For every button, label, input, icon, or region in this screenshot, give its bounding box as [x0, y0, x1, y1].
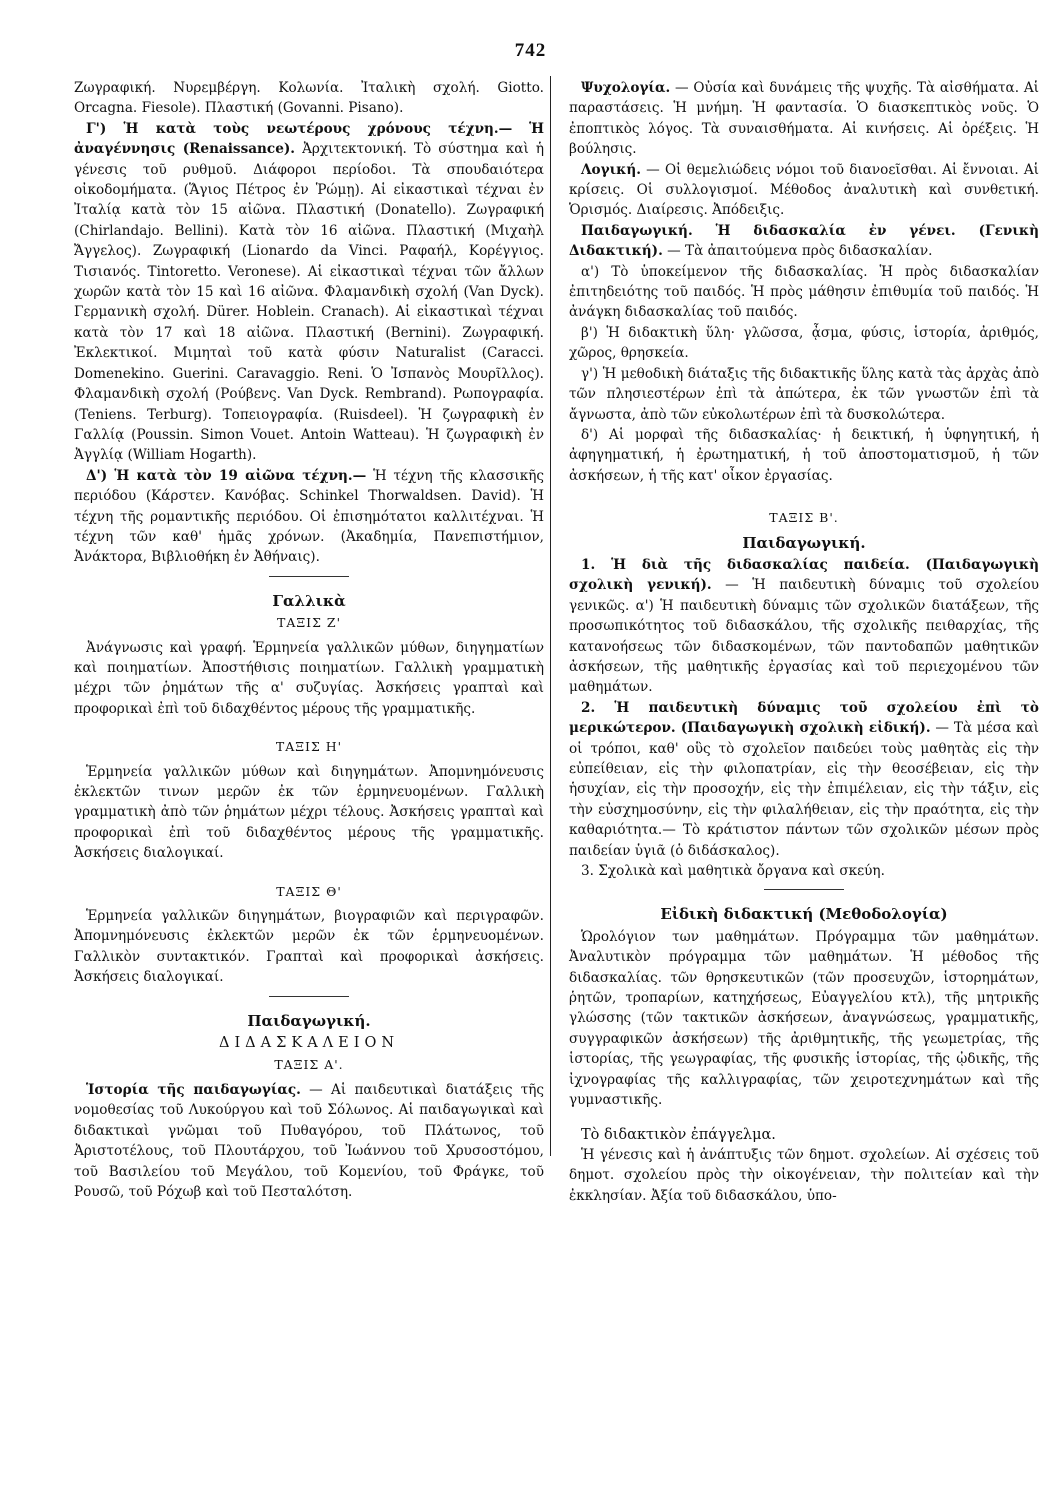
- pedagogy-general-paragraph: [569, 221, 1039, 262]
- right-column: [569, 78, 1039, 1206]
- renaissance-heading: Γ') Ἡ κατὰ τοὺς νεωτέρους χρόνους τέχνη.—: [86, 120, 513, 137]
- french-class-h-heading: ΤΑΞΙΣ Η': [275, 739, 343, 755]
- page-number: 742: [514, 40, 547, 61]
- pedagogy-section-title: Παιδαγωγική.: [247, 1011, 371, 1030]
- pedagogy-general-text: — Τὰ ἀπαιτούμενα πρὸς διδασκαλίαν.: [667, 243, 933, 260]
- pedagogy-general-heading: Παιδαγωγική. Ἡ διδασκαλία ἐν γένει. (Γενικὴ Διδακτική).: [569, 222, 1039, 260]
- section-rule: [269, 576, 349, 577]
- psychology-text: — Οὐσία καὶ δυνάμεις τῆς ψυχῆς. Τὰ αἰσθήματα. Αἱ παραστάσεις. Ἡ μνήμη. Ἡ φαντασία. Ὁ διασκεπτικὸς νοῦς. Ὁ ἐποπτικὸς λόγος. Τὰ συναισθήματα. Αἱ κινήσεις. Αἱ ὀρέξεις. Ἡ βούλησις.: [569, 80, 1039, 158]
- history-of-pedagogy-text: — Αἱ παιδευτικαὶ διατάξεις τῆς νομοθεσίας τοῦ Λυκούργου καὶ τοῦ Σόλωνος. Αἱ παιδαγωγικαὶ καὶ διδακτικαὶ γνῶμαι τοῦ Πυθαγόρου, τοῦ Πλάτωνος, τοῦ Ἀριστοτέλους, τοῦ Πλουτάρχου, τοῦ Ἰωάννου τοῦ Χρυσοστόμου, τοῦ Βασιλείου τοῦ Μεγάλου, τοῦ Κομενίου, τοῦ Φράγκε, τοῦ Ρουσῶ, τοῦ Ρόχωβ καὶ τοῦ Πεσταλότση.: [74, 1081, 544, 1200]
- column-divider: [550, 76, 551, 1156]
- logic-heading: Λογική.: [581, 161, 641, 178]
- teaching-profession-text: Ἡ γένεσις καὶ ἡ ἀνάπτυξις τῶν δημοτ. σχολείων. Αἱ σχέσεις τοῦ δημοτ. σχολείου πρὸς τὴν οἰκογένειαν, τὴν πολιτείαν καὶ τὴν ἐκκλησίαν. Ἀξία τοῦ διδασκάλου, ὑπο-: [569, 1146, 1039, 1204]
- psychology-heading: Ψυχολογία.: [581, 80, 671, 96]
- class-a-heading: ΤΑΞΙΣ Α'.: [274, 1057, 344, 1073]
- section-rule: [269, 996, 349, 997]
- nineteenth-century-paragraph: [74, 466, 544, 568]
- nineteenth-century-heading: Δ') Ἡ κατὰ τὸν 19 αἰῶνα τέχνη.—: [86, 467, 367, 484]
- class-b-heading: ΤΑΞΙΣ Β'.: [769, 510, 839, 526]
- item-delta: δ') Αἱ μορφαὶ τῆς διδασκαλίας· ἡ δεικτική, ἡ ὑφηγητική, ἡ ἀφηγηματική, ἡ ἐρωτηματική, ἡ τοῦ ἀποστοματισμοῦ, ἡ τῶν ἀσκήσεων, ἡ τῆς κατ' οἶκον ἐργασίας.: [569, 426, 1039, 484]
- left-column: [74, 78, 544, 1202]
- item-one-text: — Ἡ παιδευτικὴ δύναμις τοῦ σχολείου γενικῶς. α') Ἡ παιδευτικὴ δύναμις τῶν σχολικῶν διατάξεων, τῆς προσωπικότητος τοῦ διδασκάλου, τῆς σχολικῆς πειθαρχίας, τῆς κατανοήσεως τῶν διδασκομένων, τῶν παντοδαπῶν μαθητικῶν ἀσκήσεων, τῆς μαθητικῆς ἐργασίας καὶ τοῦ περιεχομένου τῶν μαθημάτων.: [569, 577, 1039, 696]
- special-didactics-title: Εἰδικὴ διδακτική (Μεθοδολογία): [660, 905, 948, 924]
- art-history-paragraph: Ζωγραφική. Νυρεμβέργη. Κολωνία. Ἰταλικὴ σχολή. Giotto. Orcagna. Fiesole). Πλαστική (Govanni. Pisano).: [74, 80, 544, 117]
- french-class-z-text: Ἀνάγνωσις καὶ γραφή. Ἑρμηνεία γαλλικῶν μύθων, διηγηματίων καὶ ποιηματίων. Ἀποστήθισις ποιηματίων. Γαλλικὴ γραμματικὴ μέχρι τῶν ῥημάτων τῆς α' συζυγίας. Ἀσκήσεις γραπταὶ καὶ προφορικαὶ ἐπὶ τοῦ διδαχθέντος μέρους τῆς γραμματικῆς.: [74, 639, 544, 717]
- special-didactics-text: Ὡρολόγιον των μαθημάτων. Πρόγραμμα τῶν μαθημάτων. Ἀναλυτικὸν πρόγραμμα τῶν μαθημάτων. Ἡ μέθοδος τῆς διδασκαλίας. τῶν θρησκευτικῶν (τῶν προσευχῶν, ἱστορημάτων, ῥητῶν, τροπαρίων, κατηχήσεως, Εὐαγγελίου κτλ), τῆς μητρικῆς γλώσσης (τῶν τακτικῶν ἀσκήσεων, ἀναγνώσεως, γραμματικῆς, συγγραφικῶν ἀσκήσεων) τῆς ἀριθμητικῆς, τῆς γεωμετρίας, τῆς ἱστορίας, τῆς γεωγραφίας, τῆς φυσικῆς ἱστορίας, τῆς ᾠδικῆς, τῆς ἰχνογραφίας τῆς καλλιγραφίας, τῶν χειροτεχνημάτων καὶ τῆς γυμναστικῆς.: [569, 928, 1039, 1109]
- french-class-th-heading: ΤΑΞΙΣ Θ': [276, 883, 342, 899]
- french-section-title: Γαλλικὰ: [272, 591, 346, 610]
- nineteenth-century-text: Ἡ τέχνη τῆς κλασσικῆς περιόδου (Κάρστεν. Κανόβας. Schinkel Thorwaldsen. David). Ἡ τέχνη τῆς ρομαντικῆς περιόδου. Οἱ ἐπισημότατοι καλλιτέχναι. Ἡ τέχνη τῶν καθ' ἡμᾶς χρόνων. (Ἀκαδημία, Πανεπιστήμιον, Ἀνάκτορα, Βιβλιοθήκη ἐν Ἀθήναις).: [74, 467, 544, 566]
- item-two-heading: 2. Ἡ παιδευτικὴ δύναμις τοῦ σχολείου ἐπὶ τὸ μερικώτερον. (Παιδαγωγικὴ σχολικὴ εἰδική).: [569, 699, 1039, 737]
- pedagogy-b-title: Παιδαγωγική.: [742, 533, 866, 552]
- item-beta: β') Ἡ διδακτικὴ ὕλη· γλῶσσα, ᾆσμα, φύσις, ἱστορία, ἀριθμός, χῶρος, θρησκεία.: [569, 324, 1039, 362]
- renaissance-text: Ἀρχιτεκτονική. Τὸ σύστημα καὶ ἡ γένεσις τοῦ ρυθμοῦ. Διάφοροι περίοδοι. Τὰ σπουδαιότερα οἰκοδομήματα. (Ἅγιος Πέτρος ἐν Ῥώμῃ). Αἱ εἰκαστικαὶ τέχναι ἐν Ἰταλίᾳ κατὰ τὸν 15 αἰῶνα. Πλαστική (Donatello). Ζωγραφική (Chirlandajo. Bellini). Κατὰ τὸν 16 αἰῶνα. Πλαστική (Μιχαὴλ Ἄγγελος). Ζωγραφική (Lionardo da Vinci. Ραφαήλ, Κορέγγιος. Τισιανός. Tintoretto. Veronese). Αἱ εἰκαστικαὶ τέχναι τῶν ἄλλων χωρῶν κατὰ τὸν 15 καὶ 16 αἰῶνα. Φλαμανδικὴ σχολή (Van Dyck). Γερμανικὴ σχολή. Dürer. Hoblein. Cranach). Αἱ εἰκαστικαὶ τέχναι κατὰ τὸν 17 καὶ 18 αἰῶνα. Πλαστική (Bernini). Ζωγραφική. Ἐκλεκτικοί. Μιμηταὶ τοῦ κατὰ φύσιν Naturalist (Caracci. Domenekino. Guerini. Caravaggio. Reni. Ὁ Ἰσπανὸς Μουρῖλλος). Φλαμανδικὴ σχολή (Ρούβενς. Van Dyck. Rembrand). Ρωπογραφία. (Teniens. Terburg). Τοπειογραφία. (Ruisdeel). Ἡ ζωγραφικὴ ἐν Γαλλίᾳ (Poussin. Simon Vouet. Antoin Watteau). Ἡ ζωγραφικὴ ἐν Ἀγγλίᾳ (William Hogarth).: [74, 141, 544, 464]
- logic-paragraph: [569, 160, 1039, 221]
- history-of-pedagogy-paragraph: [74, 1080, 544, 1202]
- section-rule: [764, 889, 844, 890]
- item-gamma: γ') Ἡ μεθοδικὴ διάταξις τῆς διδακτικῆς ὕλης κατὰ τὰς ἀρχὰς ἀπὸ τῶν πλησιεστέρων ἐπὶ τὰ ἀπώτερα, ἐκ τῶν γνωστῶν ἐπὶ τὰ ἄγνωστα, ἀπὸ τῶν εὐκολωτέρων ἐπὶ τὰ δυσκολώτερα.: [569, 365, 1039, 423]
- item-one-heading: 1. Ἡ διὰ τῆς διδασκαλίας παιδεία. (Παιδαγωγικὴ σχολικὴ γενική).: [569, 556, 1039, 594]
- item-alpha: α') Τὸ ὑποκείμενον τῆς διδασκαλίας. Ἡ πρὸς διδασκαλίαν ἐπιτηδειότης τοῦ παιδός. Ἡ πρὸς μάθησιν ἐπιθυμία τοῦ παιδός. Ἡ ἀνάγκη διδασκαλίας τοῦ παιδός.: [569, 263, 1039, 321]
- renaissance-subheading: Ἡ ἀναγέννησις (Renaissance).: [74, 120, 544, 158]
- history-of-pedagogy-heading: Ἱστορία τῆς παιδαγωγίας.: [86, 1081, 301, 1098]
- item-two-text: — Τὰ μέσα καὶ οἱ τρόποι, καθ' οὓς τὸ σχολεῖον παιδεύει τοὺς μαθητὰς εἰς τὴν εὐπείθειαν, εἰς τὴν φιλοπατρίαν, εἰς τὴν θεοσέβειαν, εἰς τὴν ἡσυχίαν, εἰς τὴν προσοχήν, εἰς τὴν ἐπιμέλειαν, εἰς τὴν τάξιν, εἰς τὴν εὐσχημοσύνην, εἰς τὴν φιλαλήθειαν, εἰς τὴν πραότητα, εἰς τὴν καθαριότητα.— Τὸ κράτιστον πάντων τῶν σχολικῶν μέσων πρὸς παιδείαν ὑγιᾶ (ὁ διδάσκαλος).: [569, 720, 1040, 859]
- didaskaleion-heading: ΔΙΔΑΣΚΑΛΕΙΟΝ: [218, 1035, 400, 1052]
- item-one-paragraph: [569, 555, 1039, 698]
- french-class-z-heading: ΤΑΞΙΣ Ζ': [276, 615, 342, 631]
- renaissance-paragraph: [74, 119, 544, 466]
- item-two-paragraph: [569, 698, 1039, 861]
- french-class-h-text: Ἑρμηνεία γαλλικῶν μύθων καὶ διηγημάτων. Ἀπομνημόνευσις ἐκλεκτῶν τινων μερῶν ἐκ τῶν ἑρμηνευομένων. Γαλλικὴ γραμματικὴ ἀπὸ τῶν ῥημάτων μέχρι τέλους. Ἀσκήσεις γραπταὶ καὶ προφορικαὶ ἐπὶ τοῦ διδαχθέντος μέρους τῆς γραμματικῆς. Ἀσκήσεις διαλογικαί.: [74, 763, 544, 862]
- psychology-paragraph: [569, 78, 1039, 160]
- french-class-th-text: Ἑρμηνεία γαλλικῶν διηγημάτων, βιογραφιῶν καὶ περιγραφῶν. Ἀπομνημόνευσις ἐκλεκτῶν μερῶν ἐκ τῶν ἑρμηνευομένων. Γαλλικὸν συντακτικόν. Γραπταὶ καὶ προφορικαὶ ἀσκήσεις. Ἀσκήσεις διαλογικαί.: [74, 908, 544, 986]
- item-three: 3. Σχολικὰ καὶ μαθητικὰ ὄργανα καὶ σκεύη.: [581, 863, 885, 880]
- logic-text: — Οἱ θεμελιώδεις νόμοι τοῦ διανοεῖσθαι. Αἱ ἔννοιαι. Αἱ κρίσεις. Οἱ συλλογισμοί. Μέθοδος ἀναλυτικὴ καὶ συνθετική. Ὁρισμός. Διαίρεσις. Ἀπόδειξις.: [569, 161, 1039, 219]
- teaching-profession-title: Τὸ διδακτικὸν ἐπάγγελμα.: [581, 1126, 776, 1143]
